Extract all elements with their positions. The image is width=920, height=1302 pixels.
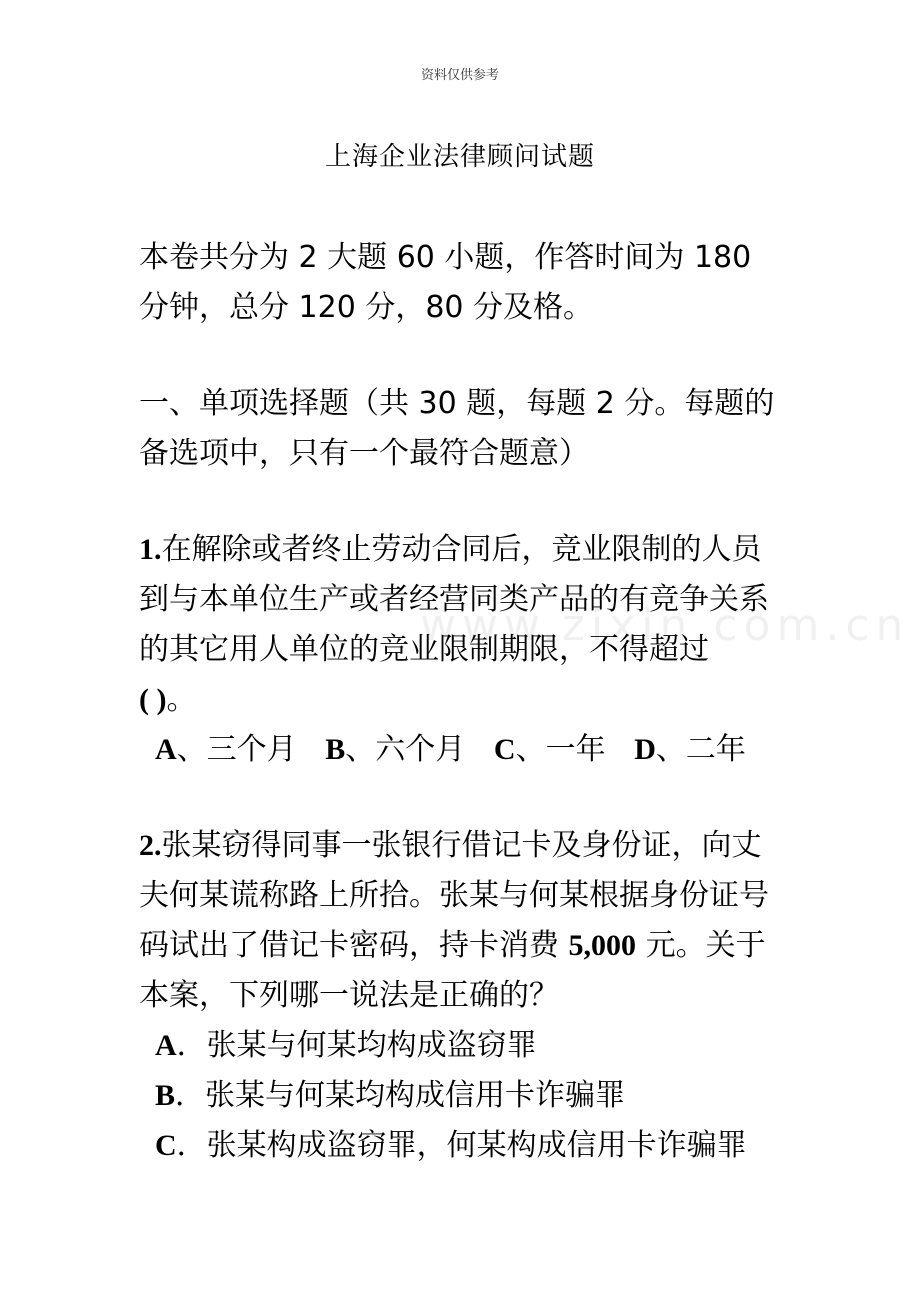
option-d: D、二年 bbox=[634, 732, 746, 767]
question-1-end: 。 bbox=[166, 682, 197, 717]
question-2-option-a: A．张某与何某均构成盗窃罪 bbox=[155, 1028, 537, 1063]
question-1-options bbox=[139, 725, 784, 775]
question-2-option-c: C．张某构成盗窃罪，何某构成信用卡诈骗罪 bbox=[155, 1128, 747, 1163]
question-1-text: 在解除或者终止劳动合同后，竞业限制的人员到与本单位生产或者经营同类产品的有竞争关系的其它用人单位的竞业限制期限，不得超过 bbox=[139, 532, 769, 667]
exam-intro: 本卷共分为 2 大题 60 小题，作答时间为 180 分钟，总分 120 分，80 分及格。 bbox=[139, 240, 752, 325]
document-body bbox=[139, 233, 784, 1171]
question-1-blank: ( ) bbox=[139, 683, 167, 716]
section-heading: 一、单项选择题（共 30 题，每题 2 分。每题的备选项中，只有一个最符合题意） bbox=[139, 386, 775, 471]
question-2-text2: 元。关于本案，下列哪一说法是正确的？ bbox=[139, 928, 766, 1013]
watermark: www.zixin.com.cn bbox=[420, 600, 910, 651]
question-2-option-b: B．张某与何某均构成信用卡诈骗罪 bbox=[155, 1078, 626, 1113]
option-c: C、一年 bbox=[493, 732, 606, 767]
question-2-number: 2. bbox=[139, 829, 162, 862]
option-b: B、六个月 bbox=[325, 732, 466, 767]
document-title: 上海企业法律顾问试题 bbox=[324, 142, 595, 172]
question-2-amount: 5,000 bbox=[568, 929, 637, 962]
question-2 bbox=[139, 821, 784, 1021]
question-1-number: 1. bbox=[139, 533, 162, 566]
question-1 bbox=[139, 525, 784, 725]
question-2-text: 张某窃得同事一张银行借记卡及身份证，向丈夫何某谎称路上所拾。张某与何某根据身份证号码试出了借记卡密码，持卡消费 bbox=[139, 828, 769, 963]
option-a: A、三个月 bbox=[155, 732, 297, 767]
header-note: 资料仅供参考 bbox=[420, 68, 499, 83]
